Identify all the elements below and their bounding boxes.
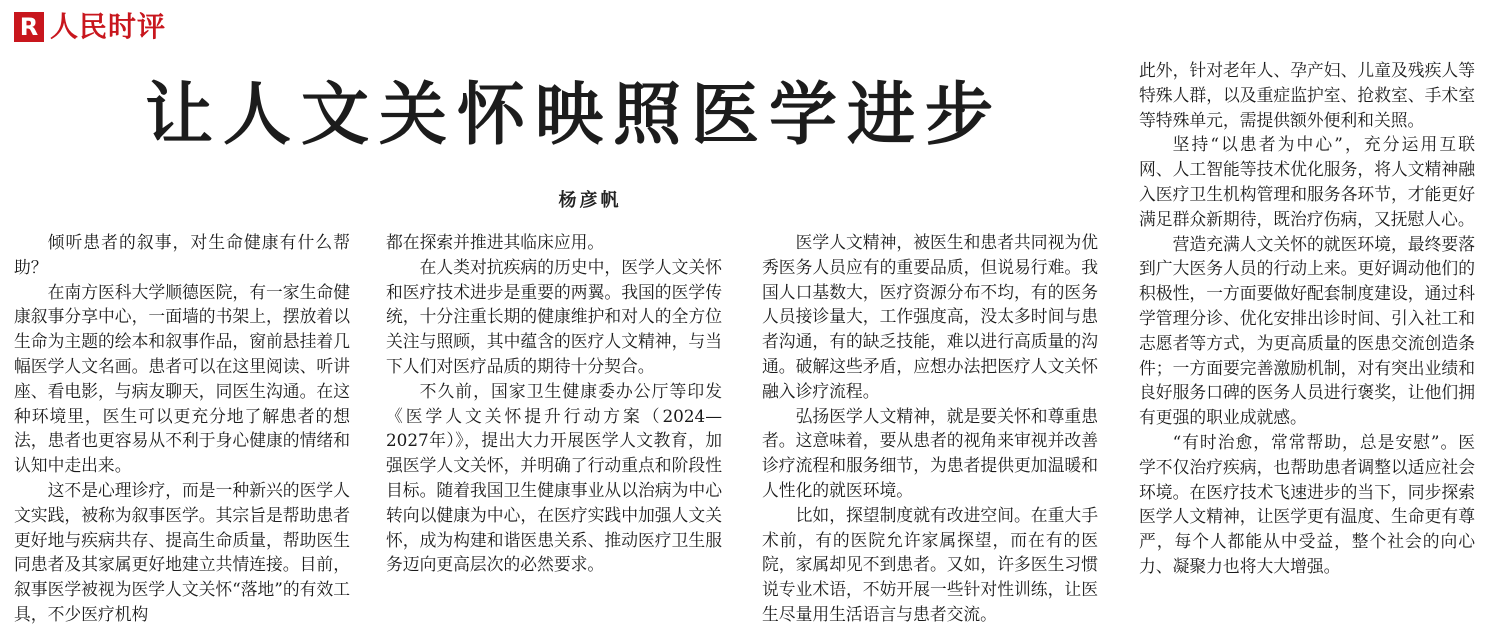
paragraph-continued: 都在探索并推进其临床应用。 [386, 232, 605, 252]
paragraph: 弘扬医学人文精神，就是要关怀和尊重患者。这意味着，要从患者的视角来审视并改善诊疗流程和服务细节，为患者提供更加温暖和人性化的就医环境。 [762, 405, 1098, 500]
text-column-4 [1139, 58, 1475, 579]
text-column-3 [762, 230, 1098, 627]
paragraph: 医学人文精神，被医生和患者共同视为优秀医务人员应有的重要品质，但说易行难。我国人口基数大，医疗资源分布不均，有的医务人员接诊量大，工作强度高，没太多时间与患者沟通，有的缺乏技能，难以进行高质量的沟通。破解这些矛盾，应想办法把医疗人文关怀融入诊疗流程。 [762, 232, 1098, 401]
paragraph-continued: 此外，针对老年人、孕产妇、儿童及残疾人等特殊人群，以及重症监护室、抢救室、手术室等特殊单元，需提供额外便利和关照。 [1139, 60, 1475, 130]
paragraph: 倾听患者的叙事，对生命健康有什么帮助？ [14, 232, 350, 277]
column-name: 人民时评 [50, 10, 167, 43]
brand-logo [14, 12, 166, 42]
paragraph: 营造充满人文关怀的就医环境，最终要落到广大医务人员的行动上来。更好调动他们的积极性，一方面要做好配套制度建设，通过科学管理分诊、优化安排出诊时间、引入社工和志愿者等方式，为更高质量的医患交流创造条件；一方面要完善激励机制，对有突出业绩和良好服务口碑的医务人员进行褒奖，让他们拥有更强的职业成就感。 [1139, 233, 1475, 428]
paragraph: 在人类对抗疾病的历史中，医学人文关怀和医疗技术进步是重要的两翼。我国的医学传统，十分注重长期的健康维护和对人的全方位关注与照顾，其中蕴含的医疗人文精神，与当下人们对医疗品质的期待十分契合。 [386, 256, 722, 376]
paragraph: 坚持“以患者为中心”，充分运用互联网、人工智能等技术优化服务，将人文精神融入医疗卫生机构管理和服务各环节，才能更好满足群众新期待，既治疗伤病，又抚慰人心。 [1139, 134, 1475, 229]
paragraph: 在南方医科大学顺德医院，有一家生命健康叙事分享中心，一面墙的书架上，摆放着以生命为主题的绘本和叙事作品，窗前悬挂着几幅医学人文名画。患者可以在这里阅读、听讲座、看电影，与病友聊天，同医生沟通。在这种环境里，医生可以更充分地了解患者的想法，患者也更容易从不利于身心健康的情绪和认知中走出来。 [14, 281, 350, 476]
paragraph: 比如，探望制度就有改进空间。在重大手术前，有的医院允许家属探望，而在有的医院，家属却见不到患者。又如，许多医生习惯说专业术语，不妨开展一些针对性训练，让医生尽量用生活语言与患者交流。 [762, 504, 1098, 624]
paragraph: “有时治愈，常常帮助，总是安慰”。医学不仅治疗疾病，也帮助患者调整以适应社会环境。在医疗技术飞速进步的当下，同步探索医学人文精神，让医学更有温度、生命更有尊严，每个人都能从中受益，整个社会的向心力、凝聚力也将大大增强。 [1139, 431, 1475, 576]
paragraph: 不久前，国家卫生健康委办公厅等印发《医学人文关怀提升行动方案（2024—2027年）》，提出大力开展医学人文教育，加强医学人文关怀，并明确了行动重点和阶段性目标。随着我国卫生健康事业从以治病为中心转向以健康为中心，在医疗实践中加强人文关怀，成为构建和谐医患关系、推动医疗卫生服务迈向更高层次的必然要求。 [386, 380, 722, 575]
article-author: 杨彦帆 [558, 190, 622, 211]
text-column-2 [386, 230, 722, 577]
brand-r-icon: R [14, 12, 44, 42]
article-title: 让人文关怀映照医学进步 [145, 76, 1004, 155]
text-column-1 [14, 230, 350, 627]
paragraph: 这不是心理诊疗，而是一种新兴的医学人文实践，被称为叙事医学。其宗旨是帮助患者更好地与疾病共存、提高生命质量，帮助医生同患者及其家属更好地建立共情连接。目前，叙事医学被视为医学人文关怀“落地”的有效工具，不少医疗机构 [14, 479, 351, 624]
